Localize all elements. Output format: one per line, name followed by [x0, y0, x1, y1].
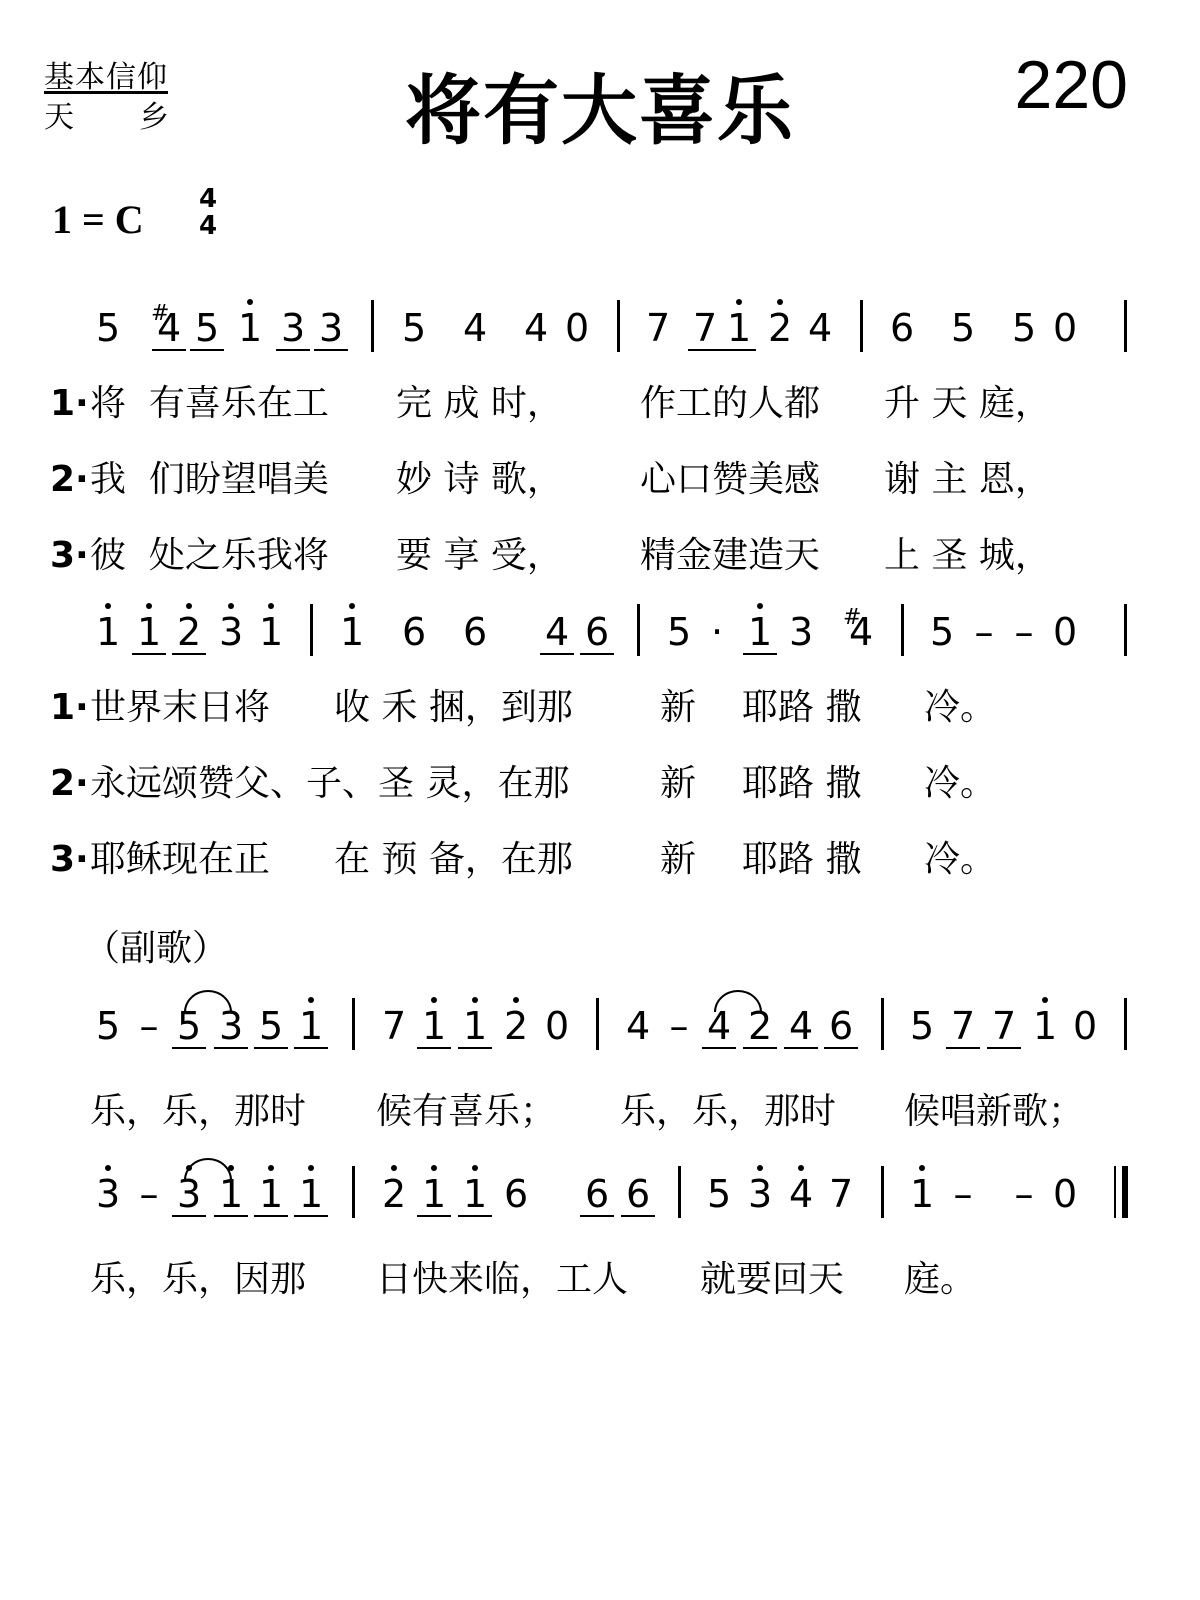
refrain-lyric-line-2 — [0, 1258, 977, 1522]
lyric-segment: 耶路 撒 — [742, 687, 862, 728]
note: 1 — [422, 1004, 447, 1048]
time-signature-top: 4 — [198, 184, 218, 214]
notation-system-4 — [0, 1164, 1200, 1224]
note: 6 — [626, 1172, 651, 1216]
dash: – — [1014, 1172, 1034, 1216]
note: 5 — [667, 610, 692, 654]
hymn-number: 220 — [1014, 47, 1128, 123]
note: 3 — [219, 1004, 244, 1048]
note: 7 — [693, 306, 718, 350]
note: 4 — [808, 306, 833, 350]
lyric-segment: 候有喜乐； — [376, 1091, 557, 1132]
note: 1 — [219, 1172, 244, 1216]
time-signature — [196, 186, 220, 240]
verse-number: 3· — [50, 535, 89, 576]
lyric-segment: 新 — [660, 839, 697, 880]
notation-system-2 — [0, 602, 1200, 662]
note: 2 — [748, 1004, 773, 1048]
note: 3 — [177, 1172, 202, 1216]
note: 5 — [259, 1004, 284, 1048]
note: 3 — [281, 306, 306, 350]
note: 1 — [259, 1172, 284, 1216]
note: 5 — [930, 610, 955, 654]
note: 1 — [238, 306, 263, 350]
note: 1 — [137, 610, 162, 654]
note: 3 — [789, 610, 814, 654]
note: 2 — [382, 1172, 407, 1216]
note: 1 — [299, 1172, 324, 1216]
note: 1 — [463, 1172, 488, 1216]
verse-number: 3· — [50, 839, 89, 880]
verse-number: 2· — [50, 763, 89, 804]
lyric-segment: 冷。 — [924, 763, 997, 804]
note: 7 — [829, 1172, 854, 1216]
barline — [617, 300, 620, 352]
note: 1 — [340, 610, 365, 654]
dash: – — [1014, 610, 1034, 654]
lyric-segment: 庭。 — [904, 1259, 977, 1300]
note: 1 — [910, 1172, 935, 1216]
barline — [596, 998, 599, 1050]
note: 0 — [545, 1004, 570, 1048]
lyric-segment: 日快来临，工人 — [376, 1259, 629, 1300]
dash: – — [669, 1004, 689, 1048]
note: 1 — [463, 1004, 488, 1048]
note: 2 — [177, 610, 202, 654]
lyric-segment: 我 们盼望唱美 — [90, 459, 329, 500]
note: 1 — [259, 610, 284, 654]
barline — [1124, 300, 1127, 352]
barline — [371, 300, 374, 352]
lyric-segment: 耶稣现在正 — [90, 839, 271, 880]
note: 4 — [524, 306, 549, 350]
barline — [881, 998, 884, 1050]
note: 5 — [177, 1004, 202, 1048]
note: 5 — [910, 1004, 935, 1048]
note: 0 — [565, 306, 590, 350]
note: 1 — [299, 1004, 324, 1048]
note: 5 — [951, 306, 976, 350]
note: 2 — [504, 1004, 529, 1048]
lyric-segment: 升 天 庭， — [884, 383, 1051, 424]
note: 0 — [1073, 1004, 1098, 1048]
note: · — [710, 610, 724, 654]
final-barline-thick — [1122, 1166, 1128, 1218]
note: 4 — [789, 1004, 814, 1048]
lyric-segment: 永远颂赞父、子、圣 灵，在那 — [90, 763, 570, 804]
note: 7 — [646, 306, 671, 350]
note: 1 — [727, 306, 752, 350]
note: 3 — [219, 610, 244, 654]
barline — [310, 604, 313, 656]
note: 5 — [96, 306, 121, 350]
key-signature: 1 = C — [52, 197, 144, 242]
barline — [678, 1166, 681, 1218]
note: 1 — [96, 610, 121, 654]
lyric-segment: 在 预 备，在那 — [334, 839, 573, 880]
lyric-segment: 耶路 撒 — [742, 839, 862, 880]
note: 4 — [463, 306, 488, 350]
note: 6 — [829, 1004, 854, 1048]
lyric-segment: 乐，乐，因那 — [90, 1259, 307, 1300]
note: # 4 — [849, 612, 873, 652]
note: 3 — [748, 1172, 773, 1216]
note: 5 — [402, 306, 427, 350]
note: 3 — [96, 1172, 121, 1216]
note: 7 — [992, 1004, 1017, 1048]
note: 6 — [463, 610, 488, 654]
lyric-segment: 心口赞美感 — [640, 459, 821, 500]
verse-number: 1· — [50, 687, 89, 728]
verse-number: 2· — [50, 459, 89, 500]
lyric-segment: 候唱新歌； — [904, 1091, 1085, 1132]
note: 5 — [707, 1172, 732, 1216]
barline — [881, 1166, 884, 1218]
barline — [901, 604, 904, 656]
notation-system-3 — [0, 996, 1200, 1056]
subcategory-char-2: 乡 — [139, 100, 170, 135]
lyric-segment: 收 禾 捆，到那 — [334, 687, 573, 728]
note: 0 — [1053, 1172, 1078, 1216]
note: 5 — [195, 306, 220, 350]
verse-number: 1· — [50, 383, 89, 424]
barline — [860, 300, 863, 352]
note: 4 — [707, 1004, 732, 1048]
note: # 4 — [157, 308, 181, 348]
note: 6 — [890, 306, 915, 350]
subcategory-char-1: 天 — [44, 100, 75, 135]
lyric-segment: 新 — [660, 763, 697, 804]
lyric-segment: 彼 处之乐我将 — [90, 535, 329, 576]
note: 3 — [319, 306, 344, 350]
note: 1 — [748, 610, 773, 654]
note: 6 — [585, 610, 610, 654]
lyric-segment: 上 圣 城， — [884, 535, 1051, 576]
notation-system-1 — [0, 298, 1200, 358]
category-label: 基本信仰 — [44, 60, 168, 95]
lyric-segment: 将 有喜乐在工 — [90, 383, 329, 424]
barline — [352, 1166, 355, 1218]
lyric-segment: 妙 诗 歌， — [396, 459, 563, 500]
note: 0 — [1053, 306, 1078, 350]
lyric-segment: 耶路 撒 — [742, 763, 862, 804]
lyric-segment: 精金建造天 — [640, 535, 821, 576]
note: 6 — [402, 610, 427, 654]
note: 5 — [96, 1004, 121, 1048]
note: 5 — [1012, 306, 1037, 350]
final-barline-thin — [1114, 1166, 1116, 1218]
note: 1 — [422, 1172, 447, 1216]
note: 4 — [626, 1004, 651, 1048]
note: 6 — [585, 1172, 610, 1216]
note: 7 — [951, 1004, 976, 1048]
note: 2 — [768, 306, 793, 350]
lyric-segment: 要 享 受， — [396, 535, 563, 576]
lyric-segment: 冷。 — [924, 839, 997, 880]
barline — [1124, 604, 1127, 656]
note: 1 — [1033, 1004, 1058, 1048]
note: 4 — [545, 610, 570, 654]
note: 4 — [789, 1172, 814, 1216]
time-signature-bottom: 4 — [198, 211, 218, 241]
lyric-segment: 乐，乐，那时 — [620, 1091, 837, 1132]
barline — [1124, 998, 1127, 1050]
lyric-segment: 谢 主 恩， — [884, 459, 1051, 500]
dash: – — [953, 1172, 973, 1216]
lyric-segment: 完 成 时， — [396, 383, 563, 424]
lyric-segment: 冷。 — [924, 687, 997, 728]
lyric-segment: 新 — [660, 687, 697, 728]
lyric-segment: 世界末日将 — [90, 687, 271, 728]
hymn-title: 将有大喜乐 — [405, 66, 795, 155]
note: 0 — [1053, 610, 1078, 654]
refrain-label: （副歌） — [84, 928, 229, 969]
lyric-segment: 乐，乐，那时 — [90, 1091, 307, 1132]
barline — [637, 604, 640, 656]
dash: – — [139, 1004, 159, 1048]
dash: – — [139, 1172, 159, 1216]
lyric-segment: 作工的人都 — [640, 383, 821, 424]
note: 6 — [504, 1172, 529, 1216]
dash: – — [974, 610, 994, 654]
lyric-segment: 就要回天 — [700, 1259, 845, 1300]
note: 7 — [382, 1004, 407, 1048]
barline — [352, 998, 355, 1050]
